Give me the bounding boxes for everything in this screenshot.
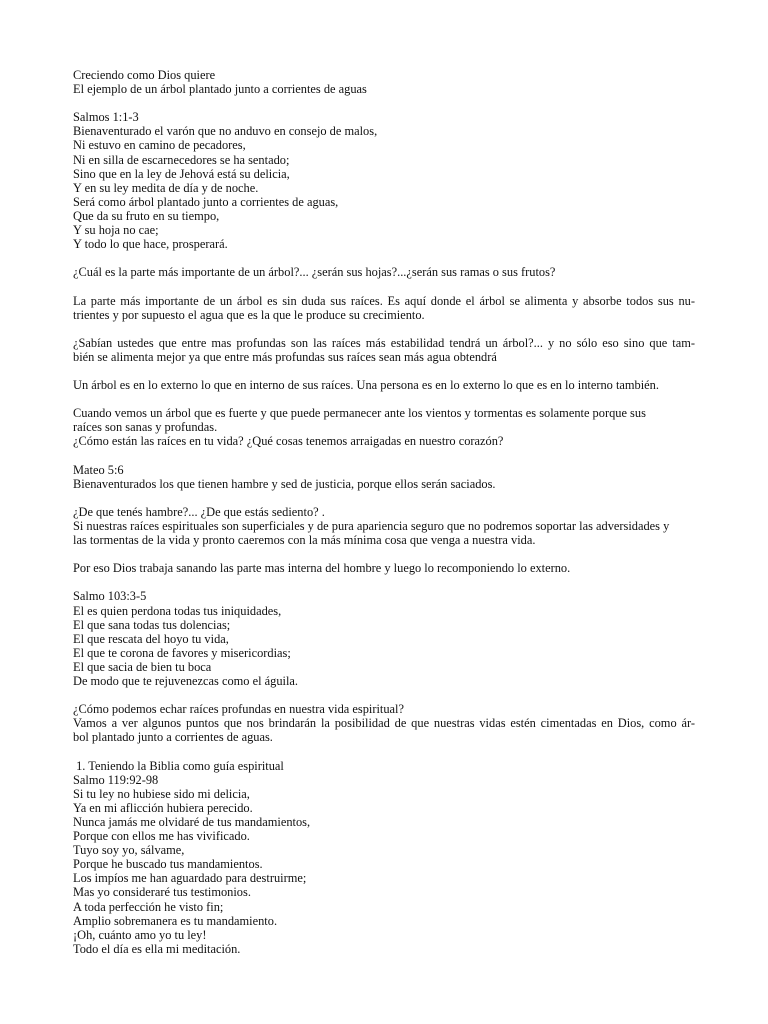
text-line: Nunca jamás me olvidaré de tus mandamientos, [73,814,311,829]
text-line: Bienaventurado el varón que no anduvo en consejo de malos, [73,124,378,139]
text-line: trientes y por supuesto el agua que es la que le produce su crecimiento. [73,307,425,322]
text-line: Si tu ley no hubiese sido mi delicia, [73,786,250,801]
text-line: Mateo 5:6 [73,462,124,477]
text-line: Amplio sobremanera es tu mandamiento. [73,913,278,928]
text-line: Y su hoja no cae; [73,223,159,238]
text-line: raíces son sanas y profundas. [73,420,218,435]
text-line: Salmos 1:1-3 [73,110,139,125]
text-line: Ya en mi aflicción hubiera perecido. [73,800,253,815]
psalm-1-block [73,110,695,251]
text-line: Y en su ley medita de día y de noche. [73,180,259,195]
text-line: Un árbol es en lo externo lo que en interno de sus raíces. Una persona es en lo externo lo que es en lo interno también. [73,378,659,393]
question-important-part [73,265,695,279]
text-line: Salmo 119:92-98 [73,772,159,787]
text-line: ¿Cómo están las raíces en tu vida? ¿Qué cosas tenemos arraigadas en nuestro corazón? [73,434,504,449]
text-line: Vamos a ver algunos puntos que nos brindarán la posibilidad de que nuestras vidas estén cimentadas en Dios, como ár- [73,716,695,731]
text-line: El que rescata del hoyo tu vida, [73,631,229,646]
text-line: Tuyo soy yo, sálvame, [73,843,185,858]
paragraph-deep-roots-question [73,702,695,744]
paragraph-deep-roots [73,336,695,364]
text-line: Sino que en la ley de Jehová está su delicia, [73,166,290,181]
paragraph-strong-tree [73,406,695,448]
text-line: bol plantado junto a corrientes de aguas. [73,730,273,745]
paragraph-hunger [73,505,695,547]
text-line: Porque con ellos me has vivificado. [73,829,250,844]
text-line: Creciendo como Dios quiere [73,68,216,82]
text-line: Ni estuvo en camino de pecadores, [73,138,246,153]
psalm-103-block [73,589,695,688]
text-line: ¿Cuál es la parte más importante de un árbol?... ¿serán sus hojas?...¿serán sus ramas o sus frutos? [73,265,556,280]
matthew-5-block [73,463,695,491]
text-line: Todo el día es ella mi meditación. [73,941,241,956]
text-line: ¿Sabían ustedes que entre mas profundas son las raíces más estabilidad tendrá un árbol?... y no sólo eso sino que tam- [73,335,695,350]
text-line: Porque he buscado tus mandamientos. [73,857,263,872]
text-line: Y todo lo que hace, prosperará. [73,237,228,252]
text-line: Si nuestras raíces espirituales son superficiales y de pura apariencia seguro que no podremos soportar las adversidades y [73,519,670,533]
text-line: Por eso Dios trabaja sanando las parte mas interna del hombre y luego lo recomponiendo lo externo. [73,561,571,576]
text-line: las tormentas de la vida y pronto caeremos con la más mínima cosa que venga a nuestra vida. [73,533,536,548]
text-line: Bienaventurados los que tienen hambre y sed de justicia, porque ellos serán saciados. [73,476,496,491]
text-line: ¡Oh, cuánto amo yo tu ley! [73,927,207,942]
text-line: El que sana todas tus dolencias; [73,617,231,632]
text-line: La parte más importante de un árbol es sin duda sus raíces. Es aquí donde el árbol se alimenta y absorbe todos sus nu- [73,293,695,308]
text-line: Los impíos me han aguardado para destruirme; [73,871,307,886]
text-line: Mas yo consideraré tus testimonios. [73,885,251,900]
text-line: Será como árbol plantado junto a corrientes de aguas, [73,194,339,209]
text-line: El que sacia de bien tu boca [73,659,212,674]
text-line: bién se alimenta mejor ya que entre más profundas sus raíces sean más agua obtendrá [73,349,497,364]
text-line: Que da su fruto en su tiempo, [73,208,220,223]
paragraph-external-internal [73,378,695,392]
paragraph-god-works [73,561,695,575]
document-page [73,68,695,970]
text-line: El es quien perdona todas tus iniquidades, [73,603,282,618]
text-line: Cuando vemos un árbol que es fuerte y que puede permanecer ante los vientos y tormentas es solamente porque sus [73,406,646,421]
text-line: A toda perfección he visto fin; [73,899,224,914]
text-line: ¿De que tenés hambre?... ¿De que estás sediento? . [73,504,325,519]
title-block [73,68,695,96]
psalm-119-block [73,759,695,956]
text-line: 1. Teniendo la Biblia como guía espiritual [73,758,284,773]
text-line: Salmo 103:3-5 [73,589,147,604]
text-line: El ejemplo de un árbol plantado junto a corrientes de aguas [73,82,367,97]
text-line: El que te corona de favores y misericordias; [73,645,291,660]
paragraph-roots [73,294,695,322]
text-line: Ni en silla de escarnecedores se ha sentado; [73,152,290,167]
text-line: De modo que te rejuvenezcas como el águila. [73,674,299,689]
text-line: ¿Cómo podemos echar raíces profundas en nuestra vida espiritual? [73,702,404,717]
